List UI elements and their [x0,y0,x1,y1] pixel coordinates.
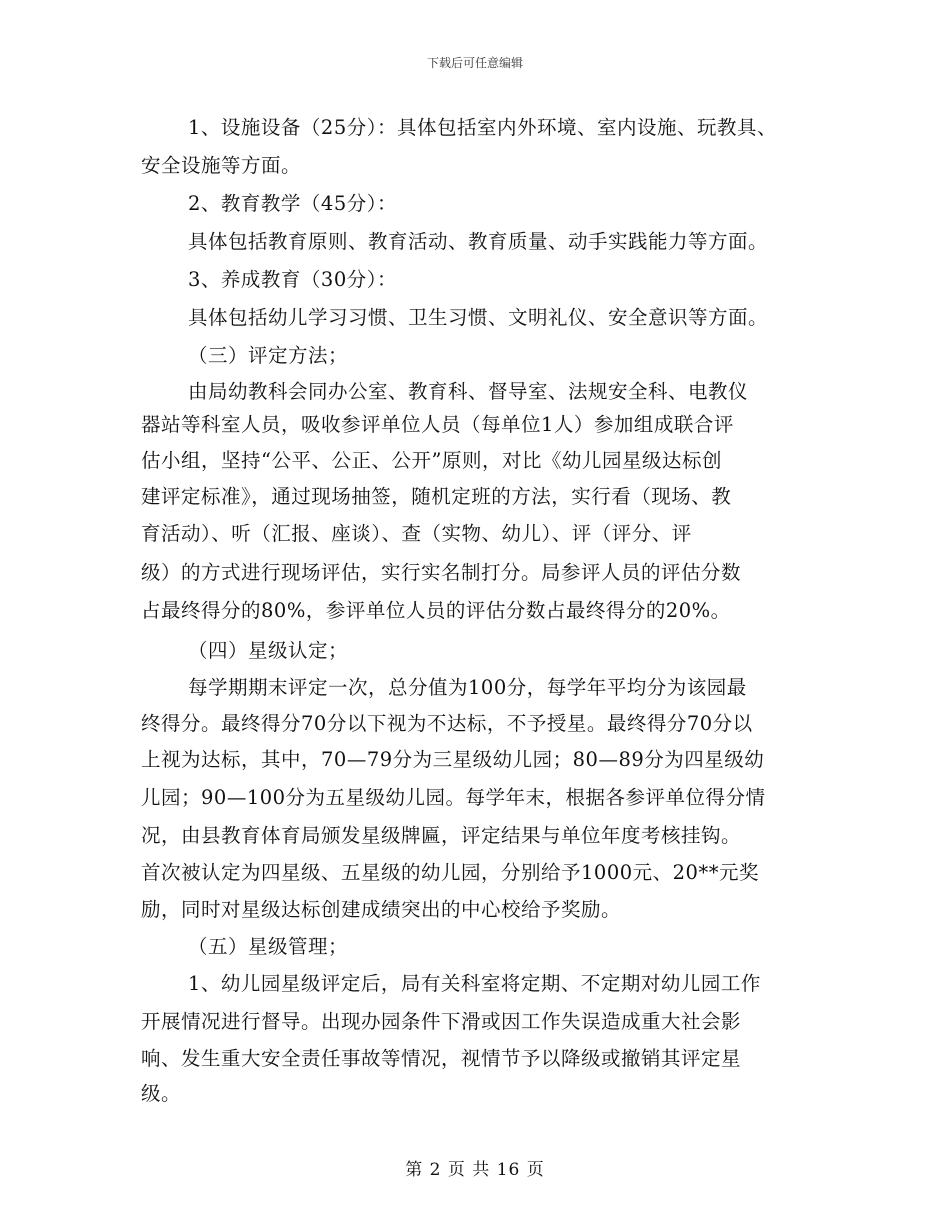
text-line: 安全设施等方面。 [141,154,302,177]
text-line: 2、教育教学（45分）： [188,192,397,215]
text-line: 育活动）、听（汇报、座谈）、查（实物、幼儿）、评（评分、评 [141,522,692,545]
page-header: 下载后可任意编辑 [426,56,523,70]
text-line: 每学期期末评定一次，总分值为100分，每学年平均分为该园最 [188,676,747,699]
text-line: 1、设施设备（25分）：具体包括室内外环境、室内设施、玩教具、 [188,116,777,139]
text-line: 估小组，坚持“公平、公正、公开”原则，对比《幼儿园星级达标创 [141,449,722,472]
text-line: 具体包括教育原则、教育活动、教育质量、动手实践能力等方面。 [188,230,769,253]
text-line: 由局幼教科会同办公室、教育科、督导室、法规安全科、电教仪 [188,380,749,403]
text-line: 况，由县教育体育局颁发星级牌匾，评定结果与单位年度考核挂钩。 [141,824,742,847]
text-line: 开展情况进行督导。出现办园条件下滑或因工作失误造成重大社会影 [141,1010,742,1033]
text-line: 具体包括幼儿学习习惯、卫生习惯、文明礼仪、安全意识等方面。 [188,306,769,329]
section-heading: （三）评定方法； [188,344,349,367]
text-line: 响、发生重大安全责任事故等情况，视情节予以降级或撤销其评定星 [141,1047,742,1070]
text-line: 器站等科室人员，吸收参评单位人员（每单位1人）参加组成联合评 [141,413,734,436]
text-line: 占最终得分的80%，参评单位人员的评估分数占最终得分的20%。 [141,599,731,622]
section-heading: （五）星级管理； [188,935,349,958]
section-heading: （四）星级认定； [188,639,349,662]
page-number: 第 2 页 共 16 页 [405,1160,545,1180]
text-line: 儿园；90—100分为五星级幼儿园。每学年末，根据各参评单位得分情 [141,786,766,809]
text-line: 首次被认定为四星级、五星级的幼儿园，分别给予1000元、20**元奖 [141,861,759,884]
text-line: 3、养成教育（30分）： [188,268,397,291]
text-line: 1、幼儿园星级评定后，局有关科室将定期、不定期对幼儿园工作 [188,972,761,995]
text-line: 终得分。最终得分70分以下视为不达标，不予授星。最终得分70分以 [141,712,753,735]
text-line: 级）的方式进行现场评估，实行实名制打分。局参评人员的评估分数 [141,561,742,584]
text-line: 级。 [141,1082,182,1105]
text-line: 励，同时对星级达标创建成绩突出的中心校给予奖励。 [141,898,622,921]
text-line: 上视为达标，其中，70—79分为三星级幼儿园；80—89分为四星级幼 [141,748,765,771]
text-line: 建评定标准》，通过现场抽签，随机定班的方法，实行看（现场、教 [141,485,732,508]
